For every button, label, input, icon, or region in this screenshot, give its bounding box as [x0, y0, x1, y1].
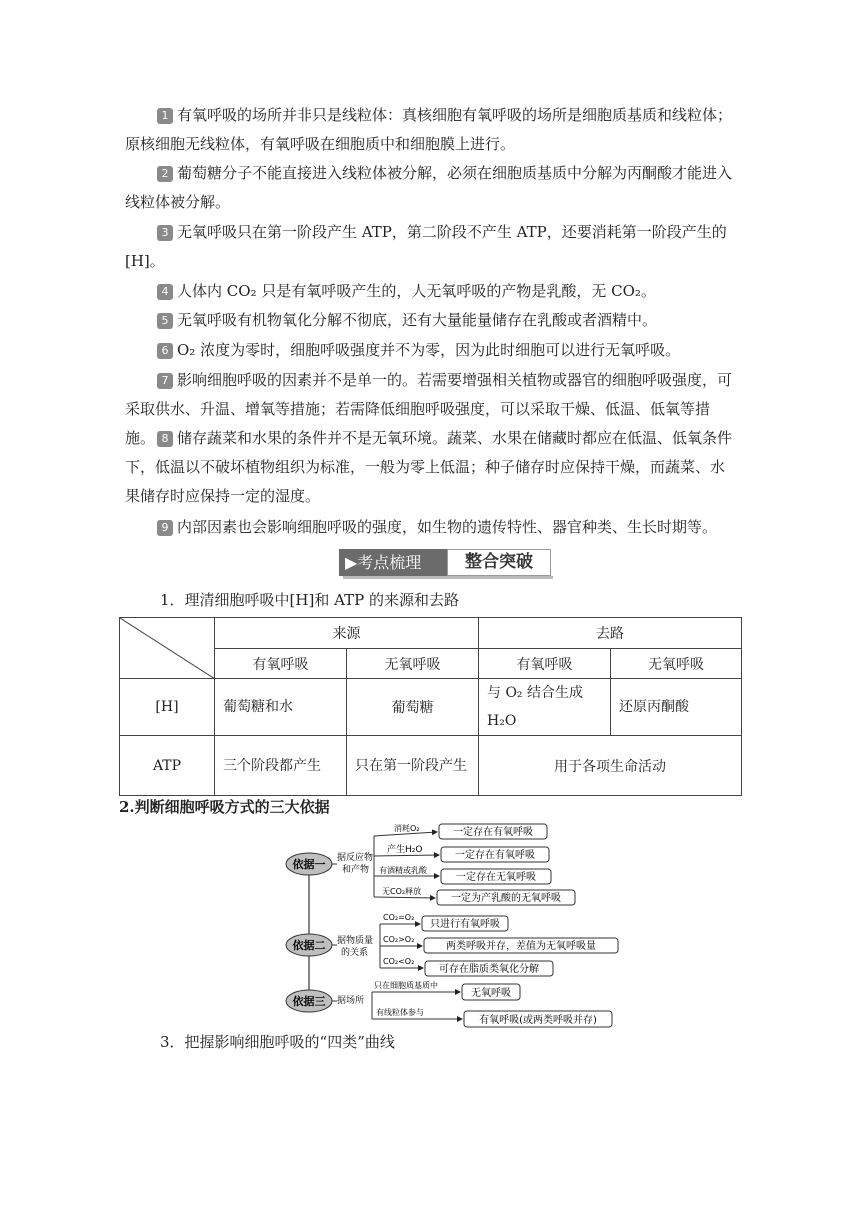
row-label-atp: ATP	[120, 736, 215, 796]
result-1-4: 一定为产乳酸的无氧呼吸	[451, 893, 561, 904]
basis-1-label: 依据一	[292, 858, 326, 871]
number-badge: 2	[157, 166, 173, 182]
cell-atp-destination: 用于各项生命活动	[479, 736, 742, 796]
note-text: 内部因素也会影响细胞呼吸的强度，如生物的遗传特性、器官种类、生长时期等。	[177, 518, 718, 536]
source-destination-table	[119, 617, 742, 796]
result-1-2: 一定存在有氧呼吸	[455, 850, 535, 861]
condition-3-2: 有线粒体参与	[376, 1008, 424, 1017]
result-2-1: 只进行有氧呼吸	[430, 919, 500, 930]
note-text: 影响细胞呼吸的因素并不是单一的。若需要增强相关植物或器官的细胞呼吸强度，可采取供水、升温、增氧等措施；若需降低细胞呼吸强度，可以采取干燥、低温、低氧等措施。	[125, 371, 733, 447]
result-3-2: 有氧呼吸(或两类呼吸并存)	[479, 1015, 597, 1026]
subheader-anaerobic: 无氧呼吸	[611, 649, 742, 679]
banner-left-label: ▶考点梳理	[339, 549, 447, 576]
banner-right-label: 整合突破	[447, 549, 551, 576]
condition-2-3: CO₂<O₂	[383, 957, 415, 966]
number-badge: 4	[157, 284, 173, 300]
note-text: O₂ 浓度为零时，细胞呼吸强度并不为零，因为此时细胞可以进行无氧呼吸。	[177, 341, 681, 359]
number-badge: 7	[157, 373, 173, 389]
note-text: 无氧呼吸只在第一阶段产生 ATP，第二阶段不产生 ATP，还要消耗第一阶段产生的[H]。	[125, 223, 727, 270]
cell-atp-source-aerobic: 三个阶段都产生	[215, 736, 347, 796]
arrow-1-2	[374, 855, 439, 856]
diagonal-header-cell	[120, 618, 215, 679]
subheader-aerobic: 有氧呼吸	[215, 649, 347, 679]
number-badge: 1	[157, 108, 173, 124]
note-9	[125, 513, 737, 542]
note-text: 人体内 CO₂ 只是有氧呼吸产生的，人无氧呼吸的产物是乳酸，无 CO₂。	[177, 282, 656, 300]
basis-3-label: 依据三	[292, 995, 326, 1008]
note-text: 葡萄糖分子不能直接进入线粒体被分解，必须在细胞质基质中分解为丙酮酸才能进入线粒体被分解。	[125, 164, 733, 211]
result-2-3: 可存在脂质类氧化分解	[439, 964, 539, 975]
category-3-label: 据场所	[337, 996, 365, 1006]
cell-atp-source-anaerobic: 只在第一阶段产生	[347, 736, 479, 796]
note-1	[125, 101, 737, 159]
result-3-1: 无氧呼吸	[471, 988, 511, 999]
section-banner	[339, 549, 553, 578]
subheader-aerobic: 有氧呼吸	[479, 649, 611, 679]
heading-1: 1．理清细胞呼吸中[H]和 ATP 的来源和去路	[160, 591, 459, 609]
condition-1-2: 产生H₂O	[387, 845, 423, 855]
note-2	[125, 159, 737, 217]
respiration-basis-diagram	[284, 817, 624, 1029]
condition-2-2: CO₂>O₂	[383, 935, 415, 944]
arrow-1-4	[374, 897, 435, 898]
note-text: 无氧呼吸有机物氧化分解不彻底，还有大量能量储存在乳酸或者酒精中。	[177, 311, 658, 329]
condition-1-4: 无CO₂释放	[382, 887, 422, 896]
number-badge: 6	[157, 343, 173, 359]
note-text: 储存蔬菜和水果的条件并不是无氧环境。蔬菜、水果在储藏时都应在低温、低氧条件下，低温以不破坏植物组织为标准，一般为零上低温；种子储存时应保持干燥，而蔬菜、水果储存时应保持一定的湿度。	[125, 429, 733, 505]
result-1-1: 一定存在有氧呼吸	[453, 827, 533, 838]
category-1-line-1: 据反应物	[337, 853, 374, 863]
category-2-line-2: 的关系	[341, 948, 369, 958]
note-text: 有氧呼吸的场所并非只是线粒体：真核细胞有氧呼吸的场所是细胞质基质和线粒体；原核细胞无线粒体，有氧呼吸在细胞质中和细胞膜上进行。	[125, 106, 733, 153]
result-2-2: 两类呼吸并存，差值为无氧呼吸量	[446, 941, 596, 952]
result-1-3: 一定存在无氧呼吸	[456, 872, 536, 883]
condition-1-3: 有酒精或乳酸	[379, 866, 427, 875]
cell-h-dest-aerobic: 与 O₂ 结合生成 H₂O	[479, 679, 611, 736]
number-badge: 3	[157, 225, 173, 241]
number-badge: 8	[157, 431, 173, 447]
heading-2: 2.判断细胞呼吸方式的三大依据	[119, 798, 330, 816]
header-source: 来源	[215, 618, 479, 649]
condition-2-1: CO₂=O₂	[383, 913, 415, 922]
category-2-line-1: 据物质量	[337, 936, 374, 946]
note-6	[125, 336, 737, 365]
banner-shadow	[343, 576, 553, 579]
condition-1-1: 消耗O₂	[394, 824, 420, 833]
note-4	[125, 277, 737, 306]
number-badge: 5	[157, 313, 173, 329]
header-destination: 去路	[479, 618, 742, 649]
cell-h-dest-anaerobic: 还原丙酮酸	[611, 679, 742, 736]
heading-3: 3．把握影响细胞呼吸的“四类”曲线	[160, 1033, 395, 1051]
cell-h-source-aerobic: 葡萄糖和水	[215, 679, 347, 736]
row-label-h: [H]	[120, 679, 215, 736]
note-5	[125, 306, 737, 335]
condition-3-1: 只在细胞质基质中	[374, 981, 438, 990]
cell-h-source-anaerobic: 葡萄糖	[347, 679, 479, 736]
note-8	[125, 424, 737, 511]
subheader-anaerobic: 无氧呼吸	[347, 649, 479, 679]
note-3	[125, 218, 737, 276]
basis-2-label: 依据二	[292, 939, 326, 952]
number-badge: 9	[157, 520, 173, 536]
category-1-line-2: 和产物	[342, 865, 370, 875]
diagonal-line	[120, 618, 215, 679]
